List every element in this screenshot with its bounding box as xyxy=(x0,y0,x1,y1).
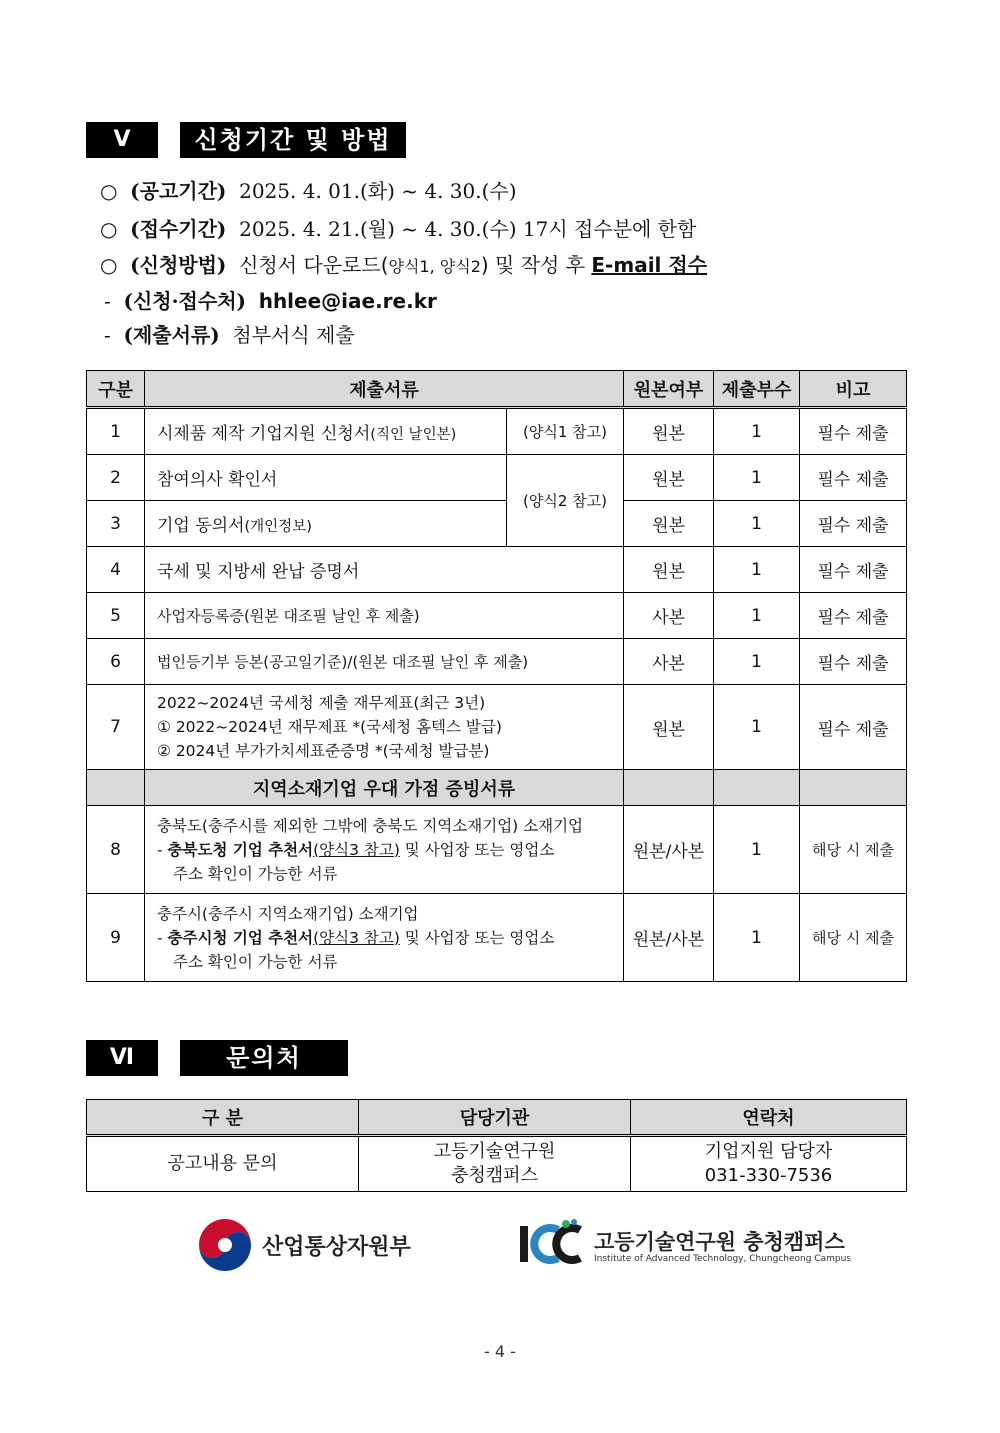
empty-cell xyxy=(87,770,145,806)
header-cell: 비고 xyxy=(800,371,907,408)
header-cell: 원본여부 xyxy=(624,371,714,408)
contact-email: hhlee@iae.re.kr xyxy=(258,289,437,313)
doc-name xyxy=(145,501,507,547)
original-status: 원본/사본 xyxy=(624,806,714,894)
item-label: (접수기간) xyxy=(130,217,227,241)
header-cell: 구분 xyxy=(87,371,145,408)
apply-contact xyxy=(104,286,437,316)
table-row xyxy=(87,685,907,770)
copies: 1 xyxy=(714,593,800,639)
table-row xyxy=(87,1136,907,1192)
org-line: 고등기술연구원 xyxy=(433,1141,556,1162)
period-receipt xyxy=(100,214,696,244)
doc-text: 및 사업장 또는 영업소 xyxy=(399,840,555,859)
note: 해당 시 제출 xyxy=(800,894,907,982)
note: 필수 제출 xyxy=(800,547,907,593)
doc-line: ② 2024년 부가가치세표준증명 *(국세청 발급분) xyxy=(157,742,490,760)
page-number: - 4 - xyxy=(484,1342,516,1361)
documents-table xyxy=(86,370,907,982)
row-number: 6 xyxy=(87,639,145,685)
row-number: 7 xyxy=(87,685,145,770)
note: 필수 제출 xyxy=(800,685,907,770)
row-number: 1 xyxy=(87,408,145,455)
period-notice xyxy=(100,176,517,206)
bullet-dash: - xyxy=(104,289,111,313)
iae-subtitle: Institute of Advanced Technology, Chungcheong Campus xyxy=(594,1254,851,1264)
dash: - xyxy=(157,928,168,947)
doc-name xyxy=(145,685,624,770)
item-text-small: 양식1, 양식2 xyxy=(388,257,481,276)
header-cell: 제출부수 xyxy=(714,371,800,408)
copies: 1 xyxy=(714,894,800,982)
doc-line xyxy=(157,926,623,950)
item-text: 신청서 다운로드( xyxy=(239,253,389,277)
original-status: 원본 xyxy=(624,501,714,547)
header-cell: 담당기관 xyxy=(359,1100,631,1136)
contact-line: 기업지원 담당자 xyxy=(704,1141,833,1162)
contact xyxy=(631,1136,907,1192)
doc-name: 사업자등록증(원본 대조필 날인 후 제출) xyxy=(145,593,624,639)
item-text: 2025. 4. 01.(화) ~ 4. 30.(수) xyxy=(239,179,517,203)
submission-docs xyxy=(104,320,355,350)
item-label: (공고기간) xyxy=(130,179,227,203)
original-status: 원본 xyxy=(624,685,714,770)
note: 필수 제출 xyxy=(800,408,907,455)
row-number: 3 xyxy=(87,501,145,547)
empty-cell xyxy=(624,770,714,806)
header-cell: 제출서류 xyxy=(145,371,624,408)
header-cell: 연락처 xyxy=(631,1100,907,1136)
doc-name xyxy=(145,408,507,455)
bullet-circle: ○ xyxy=(100,217,118,241)
doc-name: 국세 및 지방세 완납 증명서 xyxy=(145,547,624,593)
apply-method xyxy=(100,250,707,282)
dash: - xyxy=(157,840,168,859)
table-row xyxy=(87,593,907,639)
recommendation-title: 충북도청 기업 추천서 xyxy=(167,840,314,859)
table-row xyxy=(87,806,907,894)
org-line: 충청캠퍼스 xyxy=(451,1165,538,1186)
copies: 1 xyxy=(714,455,800,501)
doc-name-text: 시제품 제작 기업지원 신청서 xyxy=(157,424,371,444)
note: 필수 제출 xyxy=(800,639,907,685)
original-status: 사본 xyxy=(624,639,714,685)
row-number: 2 xyxy=(87,455,145,501)
doc-name-small: (직인 날인본) xyxy=(370,427,457,443)
row-number: 5 xyxy=(87,593,145,639)
doc-line: 2022~2024년 국세청 제출 재무제표(최근 3년) xyxy=(157,694,486,712)
doc-line xyxy=(157,838,623,862)
original-status: 원본 xyxy=(624,455,714,501)
item-text: 2025. 4. 21.(월) ~ 4. 30.(수) 17시 접수분에 한함 xyxy=(239,217,697,241)
form-reference: (양식3 참고) xyxy=(313,840,400,859)
table-row xyxy=(87,547,907,593)
table-row xyxy=(87,501,907,547)
original-status: 원본/사본 xyxy=(624,894,714,982)
row-number: 8 xyxy=(87,806,145,894)
original-status: 사본 xyxy=(624,593,714,639)
doc-text: 및 사업장 또는 영업소 xyxy=(399,928,555,947)
ministry-emblem-icon xyxy=(198,1218,252,1272)
doc-line: 주소 확인이 가능한 서류 xyxy=(173,864,338,883)
copies: 1 xyxy=(714,408,800,455)
table-row xyxy=(87,455,907,501)
section-number: Ⅵ xyxy=(86,1040,158,1076)
copies: 1 xyxy=(714,639,800,685)
form-reference: (양식2 참고) xyxy=(507,455,624,547)
original-status: 원본 xyxy=(624,408,714,455)
subheader-title: 지역소재기업 우대 가점 증빙서류 xyxy=(145,770,624,806)
table-subheader-row xyxy=(87,770,907,806)
table-header-row xyxy=(87,371,907,408)
original-status: 원본 xyxy=(624,547,714,593)
table-row xyxy=(87,408,907,455)
doc-name-text: 기업 동의서 xyxy=(157,516,245,536)
header-cell: 구 분 xyxy=(87,1100,359,1136)
item-text: ) 및 작성 후 xyxy=(480,253,592,277)
section-number: Ⅴ xyxy=(86,122,158,158)
doc-name: 참여의사 확인서 xyxy=(145,455,507,501)
note: 필수 제출 xyxy=(800,501,907,547)
inquiry-category: 공고내용 문의 xyxy=(87,1136,359,1192)
row-number: 9 xyxy=(87,894,145,982)
organization xyxy=(359,1136,631,1192)
doc-name xyxy=(145,806,624,894)
doc-name-small: (개인정보) xyxy=(244,519,312,535)
email-submit-emphasis: E-mail 접수 xyxy=(591,253,708,277)
table-row xyxy=(87,639,907,685)
empty-cell xyxy=(800,770,907,806)
form-reference: (양식3 참고) xyxy=(313,928,400,947)
note: 필수 제출 xyxy=(800,593,907,639)
doc-name: 법인등기부 등본(공고일기준)/(원본 대조필 날인 후 제출) xyxy=(145,639,624,685)
doc-line: ① 2022~2024년 재무제표 *(국세청 홈텍스 발급) xyxy=(157,718,502,736)
doc-name xyxy=(145,894,624,982)
empty-cell xyxy=(714,770,800,806)
copies: 1 xyxy=(714,501,800,547)
doc-line: 충주시(충주시 지역소재기업) 소재기업 xyxy=(157,904,419,923)
contact-phone: 031-330-7536 xyxy=(704,1165,833,1186)
copies: 1 xyxy=(714,685,800,770)
iae-name: 고등기술연구원 충청캠퍼스 xyxy=(594,1230,845,1254)
form-reference: (양식1 참고) xyxy=(507,408,624,455)
recommendation-title: 충주시청 기업 추천서 xyxy=(167,928,314,947)
bullet-circle: ○ xyxy=(100,253,118,277)
item-label: (제출서류) xyxy=(123,323,220,347)
copies: 1 xyxy=(714,806,800,894)
item-text: 첨부서식 제출 xyxy=(232,323,355,347)
copies: 1 xyxy=(714,547,800,593)
row-number: 4 xyxy=(87,547,145,593)
doc-line: 충북도(충주시를 제외한 그밖에 충북도 지역소재기업) 소재기업 xyxy=(157,816,584,835)
table-row xyxy=(87,894,907,982)
section-title: 문의처 xyxy=(180,1040,348,1076)
section-title: 신청기간 및 방법 xyxy=(180,122,406,158)
item-label: (신청·접수처) xyxy=(123,289,246,313)
bullet-dash: - xyxy=(104,323,111,347)
iae-logo-icon xyxy=(518,1218,588,1268)
bullet-circle: ○ xyxy=(100,179,118,203)
table-header-row xyxy=(87,1100,907,1136)
ministry-name: 산업통상자원부 xyxy=(262,1235,411,1260)
note: 해당 시 제출 xyxy=(800,806,907,894)
doc-line: 주소 확인이 가능한 서류 xyxy=(173,952,338,971)
item-label: (신청방법) xyxy=(130,253,227,277)
note: 필수 제출 xyxy=(800,455,907,501)
contact-table xyxy=(86,1099,907,1192)
